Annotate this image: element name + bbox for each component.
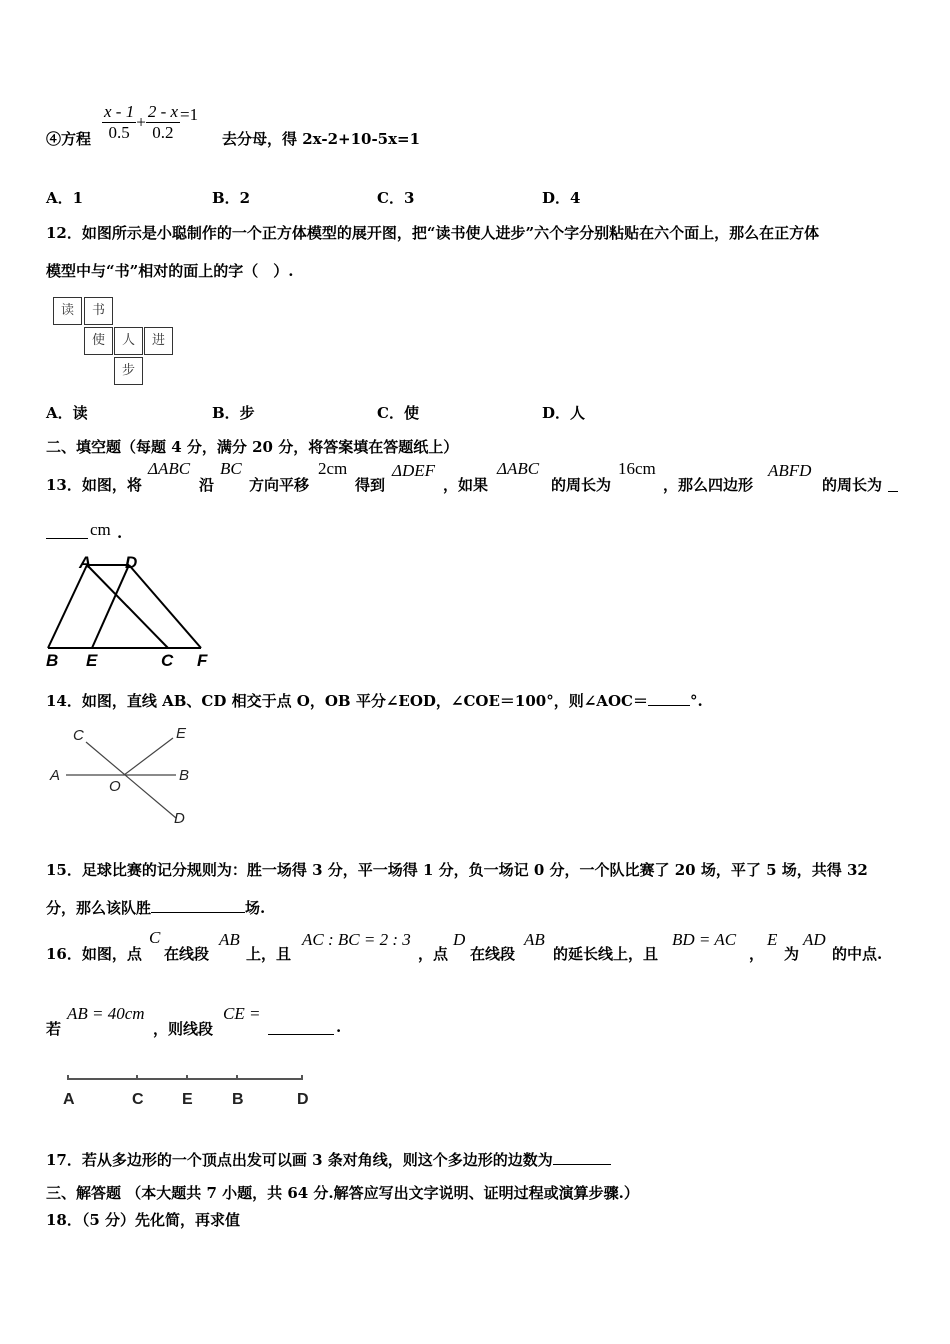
q13-figure bbox=[40, 550, 230, 675]
q16-l2-t2: ，则线段 bbox=[153, 1020, 214, 1038]
q13-t2: 沿 bbox=[199, 476, 215, 494]
net-cell-shu: 书 bbox=[84, 297, 113, 325]
q16-m5: AB bbox=[524, 930, 545, 949]
q16-m8: AD bbox=[803, 930, 826, 949]
q11-frac1-denominator: 0.5 bbox=[108, 123, 130, 142]
q15-line2-post: 场. bbox=[245, 899, 266, 917]
q14-tail: °. bbox=[689, 692, 703, 710]
q13-m3: 2cm bbox=[318, 459, 348, 478]
q16-l2-m2: CE = bbox=[223, 1004, 261, 1023]
q11-equals: =1 bbox=[180, 104, 199, 124]
label-a: A bbox=[50, 767, 61, 784]
q11-fraction-1 bbox=[102, 102, 136, 143]
q16-t9: 的中点. bbox=[832, 945, 883, 963]
q12-option-a: A．读 bbox=[46, 404, 88, 422]
q12-text-line2: 模型中与“书”相对的面上的字（ ）. bbox=[46, 262, 294, 280]
q11-frac2-denominator: 0.2 bbox=[152, 123, 174, 142]
q16-m6: BD = AC bbox=[672, 930, 737, 949]
label-c: C bbox=[132, 1091, 144, 1108]
q16-figure bbox=[50, 1068, 330, 1113]
q12-option-d: D．人 bbox=[542, 404, 586, 422]
q16-t5: 在线段 bbox=[470, 945, 516, 963]
q13-unit: cm bbox=[90, 520, 111, 539]
q11-option-a: A．1 bbox=[46, 189, 84, 207]
segment-ab bbox=[48, 565, 87, 648]
q16-t8: 为 bbox=[784, 945, 800, 963]
q13-m4: ΔDEF bbox=[392, 461, 436, 480]
q11-option-c: C．3 bbox=[377, 189, 415, 207]
label-f: F bbox=[197, 651, 208, 670]
q15-text-line2 bbox=[46, 897, 265, 918]
q16-t4: ，点 bbox=[418, 945, 449, 963]
q15-answer-blank bbox=[151, 912, 245, 913]
q16-t6: 的延长线上，且 bbox=[553, 945, 659, 963]
q11-option-d: D．4 bbox=[542, 189, 581, 207]
q17-text bbox=[46, 1149, 611, 1170]
section-2-heading: 二、填空题（每题 4 分，满分 20 分，将答案填在答题纸上） bbox=[46, 438, 459, 456]
q13-answer-blank-2 bbox=[46, 538, 88, 539]
q13-period: . bbox=[117, 524, 123, 542]
q11-item4-prefix: ④方程 bbox=[46, 130, 92, 148]
ray-oe bbox=[124, 738, 173, 775]
q11-frac1-numerator: x - 1 bbox=[104, 102, 135, 121]
q12-text-line1: 12．如图所示是小聪制作的一个正方体模型的展开图，把“读书使人进步”六个字分别粘贴在六个面上，那么在正方体 bbox=[46, 224, 820, 242]
label-e: E bbox=[182, 1091, 193, 1108]
q14-question: 14．如图，直线 AB、CD 相交于点 O，OB 平分∠EOD，∠COE＝100°，则∠AOC＝ bbox=[46, 692, 648, 710]
q16-t1: 16．如图，点 bbox=[46, 945, 142, 963]
label-d: D bbox=[297, 1091, 309, 1108]
q16-l2-m1: AB = 40cm bbox=[67, 1004, 145, 1023]
q15-text-line1: 15．足球比赛的记分规则为：胜一场得 3 分，平一场得 1 分，负一场记 0 分，一个队比赛了 20 场，平了 5 场，共得 32 bbox=[46, 861, 868, 879]
label-c: C bbox=[161, 651, 174, 670]
label-e: E bbox=[86, 651, 98, 670]
q13-m1: ΔABC bbox=[148, 459, 191, 478]
net-cell-shi: 使 bbox=[84, 327, 113, 355]
segment-ac bbox=[87, 565, 168, 648]
label-d: D bbox=[174, 810, 185, 827]
q13-m5: ΔABC bbox=[497, 459, 540, 478]
q11-fraction-2 bbox=[146, 102, 180, 143]
q16-l2-t1: 若 bbox=[46, 1020, 62, 1038]
q13-t5: ，如果 bbox=[443, 476, 489, 494]
label-e: E bbox=[176, 725, 187, 742]
q16-m3: AC : BC = 2 : 3 bbox=[302, 930, 411, 949]
q13-m7: ABFD bbox=[768, 461, 812, 480]
segment-df bbox=[129, 565, 201, 648]
segment-de bbox=[92, 565, 129, 648]
q11-option-b: B．2 bbox=[212, 189, 251, 207]
label-b: B bbox=[232, 1091, 244, 1108]
q12-option-b: B．步 bbox=[212, 404, 255, 422]
label-a: A bbox=[79, 553, 92, 572]
q16-m2: AB bbox=[219, 930, 240, 949]
q13-t6: 的周长为 bbox=[551, 476, 612, 494]
q16-m7: E bbox=[767, 930, 778, 949]
net-cell-ren: 人 bbox=[114, 327, 143, 355]
q13-m6: 16cm bbox=[618, 459, 656, 478]
q11-plus: + bbox=[136, 112, 146, 132]
q13-answer-blank-1 bbox=[888, 491, 898, 492]
q17-answer-blank bbox=[553, 1164, 611, 1165]
label-a: A bbox=[63, 1091, 75, 1108]
q14-answer-blank bbox=[648, 705, 690, 706]
q13-t3: 方向平移 bbox=[249, 476, 310, 494]
q18-text: 18．（5 分）先化简，再求值 bbox=[46, 1211, 241, 1229]
q14-figure bbox=[40, 720, 210, 835]
q13-t1: 13．如图，将 bbox=[46, 476, 142, 494]
net-cell-bu: 步 bbox=[114, 357, 143, 385]
q13-m2: BC bbox=[220, 459, 242, 478]
q16-answer-blank bbox=[268, 1034, 334, 1035]
q16-t2: 在线段 bbox=[164, 945, 210, 963]
net-cell-jin: 进 bbox=[144, 327, 173, 355]
label-b: B bbox=[46, 651, 59, 670]
q16-l2-end: . bbox=[336, 1018, 342, 1036]
q11-equation bbox=[102, 102, 198, 143]
q11-frac2-numerator: 2 - x bbox=[147, 102, 179, 121]
q12-option-c: C．使 bbox=[377, 404, 419, 422]
section-3-heading: 三、解答题 （本大题共 7 小题，共 64 分.解答应写出文字说明、证明过程或演算步骤.） bbox=[46, 1184, 639, 1202]
q16-t7: ， bbox=[749, 945, 765, 963]
q13-t7: ，那么四边形 bbox=[663, 476, 754, 494]
q14-text bbox=[46, 690, 703, 711]
label-c: C bbox=[73, 727, 84, 744]
label-b: B bbox=[179, 767, 190, 784]
q17-question: 17．若从多边形的一个顶点出发可以画 3 条对角线，则这个多边形的边数为 bbox=[46, 1151, 553, 1169]
q15-line2-pre: 分，那么该队胜 bbox=[46, 899, 152, 917]
q13-t8: 的周长为 bbox=[822, 476, 883, 494]
label-d: D bbox=[125, 553, 138, 572]
q11-item4-tail: 去分母，得 2x-2+10-5x=1 bbox=[222, 130, 421, 148]
q13-t4: 得到 bbox=[355, 476, 386, 494]
line-cd bbox=[86, 742, 176, 818]
q16-m4: D bbox=[453, 930, 466, 949]
label-o: O bbox=[109, 778, 121, 795]
q16-t3: 上，且 bbox=[246, 945, 292, 963]
net-cell-du: 读 bbox=[53, 297, 82, 325]
q16-m1: C bbox=[149, 928, 161, 947]
